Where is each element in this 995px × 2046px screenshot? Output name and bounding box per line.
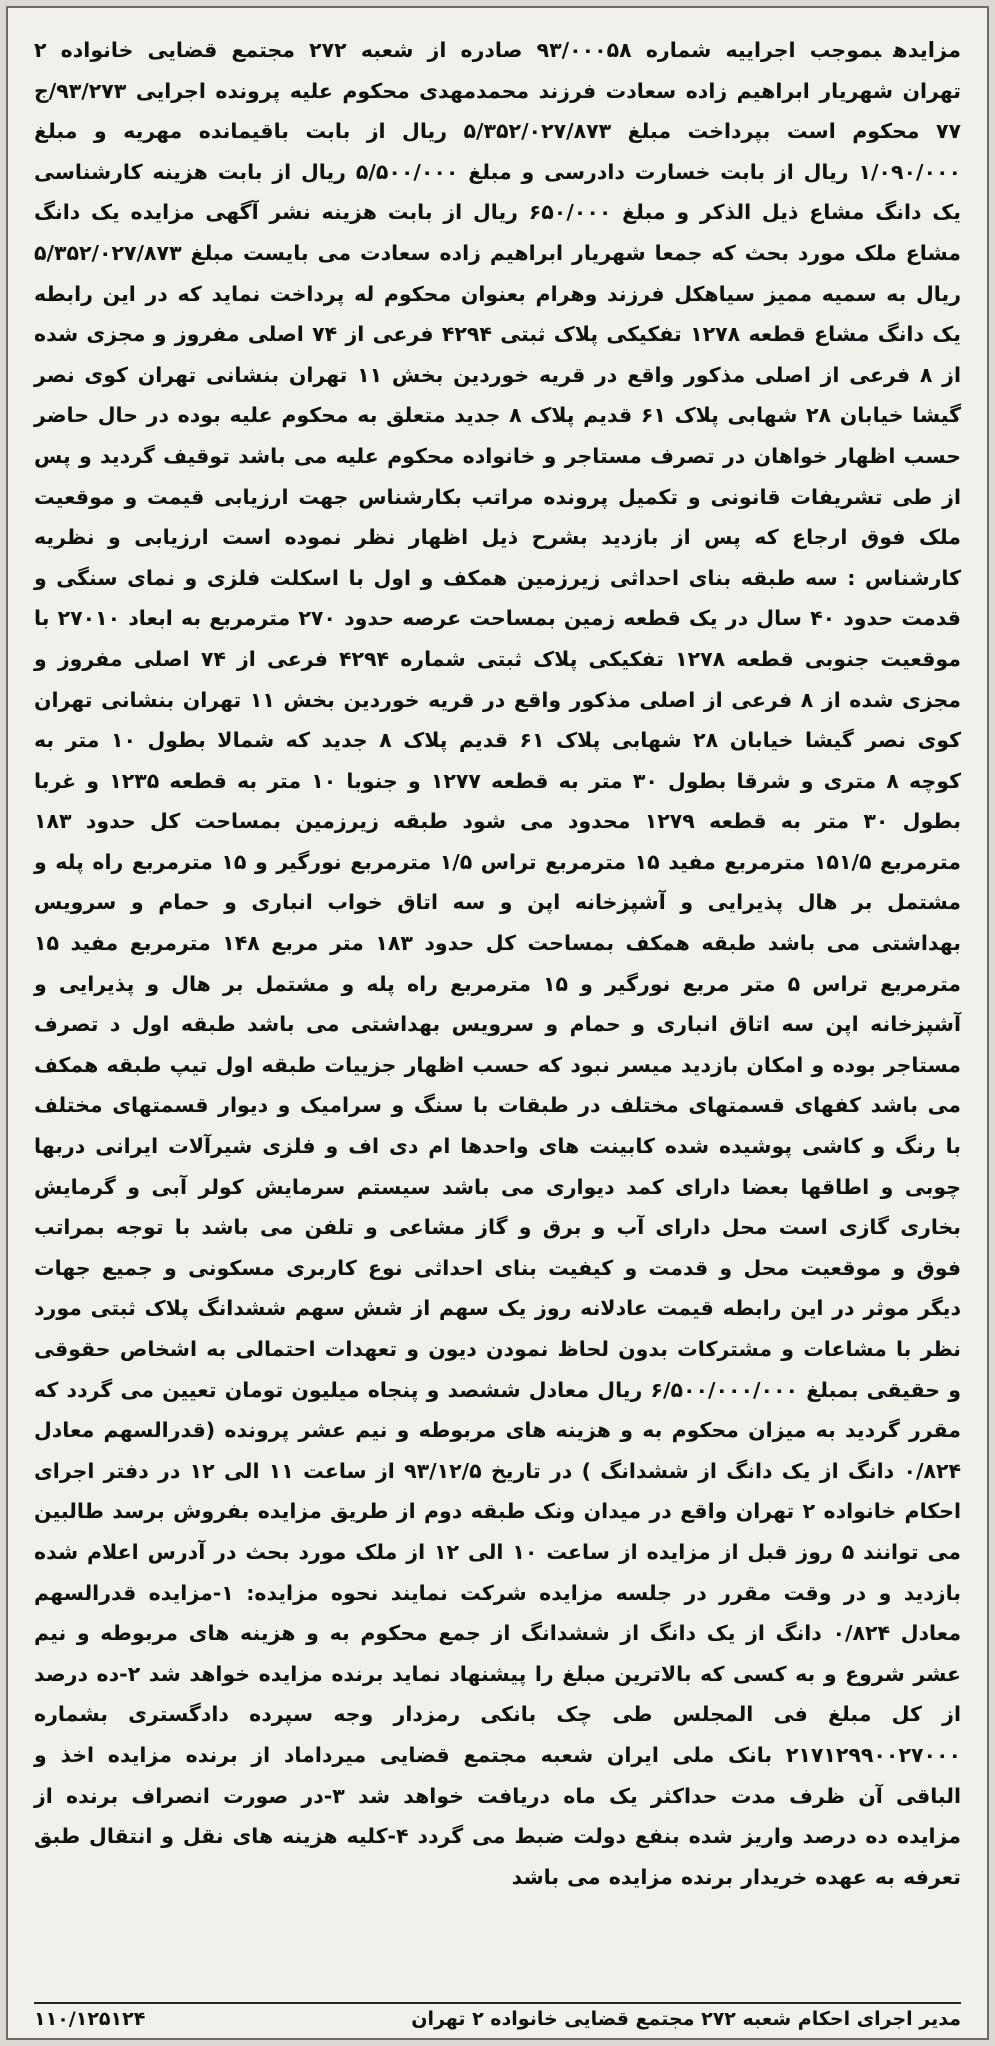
notice-body	[34, 30, 961, 1897]
notice-body-text: بموجب اجراییه شماره ۹۳/۰۰۰۵۸ صادره از شعبه ۲۷۲ مجتمع قضایی خانواده ۲ تهران شهریار ابراهیم زاده سعادت فرزند محمدمهدی محکوم علیه پرونده اجرایی ۹۳/۲۷۳/ج ۷۷ محکوم است بپرداخت مبلغ ۵/۳۵۲/۰۲۷/۸۷۳ ریال از بابت باقیمانده مهریه و مبلغ ۱/۰۹۰/۰۰۰ ریال از بابت خسارت دادرسی و مبلغ ۵/۵۰۰/۰۰۰ ریال از بابت هزینه کارشناسی یک دانگ مشاع ذیل الذکر و مبلغ ۶۵۰/۰۰۰ ریال از بابت هزینه نشر آگهی مزایده یک دانگ مشاع ملک مورد بحث که جمعا شهریار ابراهیم زاده سعادت می بایست مبلغ ۵/۳۵۲/۰۲۷/۸۷۳ ریال به سمیه ممیز سیاهکل فرزند وهرام بعنوان محکوم له پرداخت نماید که در این رابطه یک دانگ مشاع قطعه ۱۲۷۸ تفکیکی پلاک ثبتی ۴۲۹۴ فرعی از ۷۴ اصلی مفروز و مجزی شده از ۸ فرعی از اصلی مذکور واقع در قریه خوردین بخش ۱۱ تهران بنشانی تهران کوی نصر گیشا خیابان ۲۸ شهابی پلاک ۶۱ قدیم پلاک ۸ جدید متعلق به محکوم علیه بوده در حال حاضر حسب اظهار خواهان در تصرف مستاجر و خانواده محکوم علیه می باشد توقیف گردید و پس از طی تشریفات قانونی و تکمیل پرونده مراتب بکارشناس جهت ارزیابی قیمت و موقعیت ملک فوق ارجاع که پس از بازدید بشرح ذیل اظهار نظر نموده است ارزیابی و نظریه کارشناس : سه طبقه بنای احداثی زیرزمین همکف و اول با اسکلت فلزی و نمای سنگی و قدمت حدود ۴۰ سال در یک قطعه زمین بمساحت عرصه حدود ۲۷۰ مترمربع به ابعاد ۲۷۰۱۰ با موقعیت جنوبی قطعه ۱۲۷۸ تفکیکی پلاک ثبتی شماره ۴۲۹۴ فرعی از ۷۴ اصلی مفروز و مجزی شده از ۸ فرعی از اصلی مذکور واقع در قریه خوردین بخش ۱۱ تهران بنشانی تهران کوی نصر گیشا خیابان ۲۸ شهابی پلاک ۶۱ قدیم پلاک ۸ جدید که شمالا بطول ۱۰ متر به کوچه ۸ متری و شرقا بطول ۳۰ متر به قطعه ۱۲۷۷ و جنوبا ۱۰ متر به قطعه ۱۲۳۵ و غربا بطول ۳۰ متر به قطعه ۱۲۷۹ محدود می شود طبقه زیرزمین بمساحت کل حدود ۱۸۳ مترمربع ۱۵۱/۵ مترمربع مفید ۱۵ مترمربع تراس ۱/۵ مترمربع نورگیر و ۱۵ مترمربع راه پله و مشتمل بر هال پذیرایی و آشپزخانه اپن و سه اتاق خواب انباری و حمام و سرویس بهداشتی می باشد طبقه همکف بمساحت کل حدود ۱۸۳ متر مربع ۱۴۸ مترمربع مفید ۱۵ مترمربع تراس ۵ متر مربع نورگیر و ۱۵ مترمربع راه پله و مشتمل بر هال و پذیرایی و آشپزخانه اپن سه اتاق انباری و حمام و سرویس بهداشتی می باشد طبقه اول د تصرف مستاجر بوده و امکان بازدید میسر نبود که حسب اظهار جزییات طبقه اول تیپ طبقه همکف می باشد کفهای قسمتهای مختلف در طبقات با سنگ و سرامیک و دیوار قسمتهای مختلف با رنگ و کاشی پوشیده شده کابینت های واحدها ام دی اف و فلزی شیرآلات ایرانی دربها چوبی و اطاقها بعضا دارای کمد دیواری می باشد سیستم سرمایش کولر آبی و گرمایش بخاری گازی است محل دارای آب و برق و گاز مشاعی و تلفن می باشد با توجه بمراتب فوق و موقعیت محل و قدمت و کیفیت بنای احداثی نوع کاربری مسکونی و جمیع جهات دیگر موثر در این رابطه قیمت عادلانه روز یک سهم از شش سهم ششدانگ پلاک ثبتی مورد نظر با مشاعات و مشترکات بدون لحاظ نمودن دیون و تعهدات احتمالی به اشخاص حقوقی و حقیقی بمبلغ ۶/۵۰۰/۰۰۰/۰۰۰ ریال معادل ششصد و پنجاه میلیون تومان تعیین می گردد که مقرر گردید به میزان محکوم به و هزینه های مربوطه و نیم عشر پرونده (قدرالسهم معادل ۰/۸۲۴ دانگ از یک دانگ از ششدانگ ) در تاریخ ۹۳/۱۲/۵ از ساعت ۱۱ الی ۱۲ در دفتر اجرای احکام خانواده ۲ تهران واقع در میدان ونک طبقه دوم از طریق مزایده بفروش برسد طالبین می توانند ۵ روز قبل از مزایده از ساعت ۱۰ الی ۱۲ از ملک مورد بحث در آدرس اعلام شده بازدید و در وقت مقرر در جلسه مزایده شرکت نمایند نحوه مزایده: ۱-مزایده قدرالسهم معادل ۰/۸۲۴ دانگ از یک دانگ از ششدانگ از جمع محکوم به و هزینه های مربوطه و نیم عشر شروع و به کسی که بالاترین مبلغ را پیشنهاد نماید برنده مزایده خواهد شد ۲-ده درصد از کل مبلغ فی المجلس طی چک بانکی رمزدار وجه سپرده دادگستری بشماره ۲۱۷۱۲۹۹۰۰۲۷۰۰۰ بانک ملی ایران شعبه مجتمع قضایی میرداماد از برنده مزایده اخذ و الباقی آن ظرف مدت حداکثر یک ماه دریافت خواهد شد ۳-در صورت انصراف برنده از مزایده ده درصد واریز شده بنفع دولت ضبط می گردد ۴-کلیه هزینه های نقل و انتقال طبق تعرفه به عهده خریدار برنده مزایده می باشد	[34, 38, 962, 1889]
notice-footer	[34, 2002, 961, 2030]
notice-reference-code: ۱۱۰/۱۲۵۱۲۴	[34, 2008, 146, 2030]
notice-title: مزایده	[893, 38, 961, 62]
newspaper-notice-clipping	[6, 6, 989, 2040]
notice-signer: مدیر اجرای احکام شعبه ۲۷۲ مجتمع قضایی خانواده ۲ تهران	[411, 2008, 961, 2030]
